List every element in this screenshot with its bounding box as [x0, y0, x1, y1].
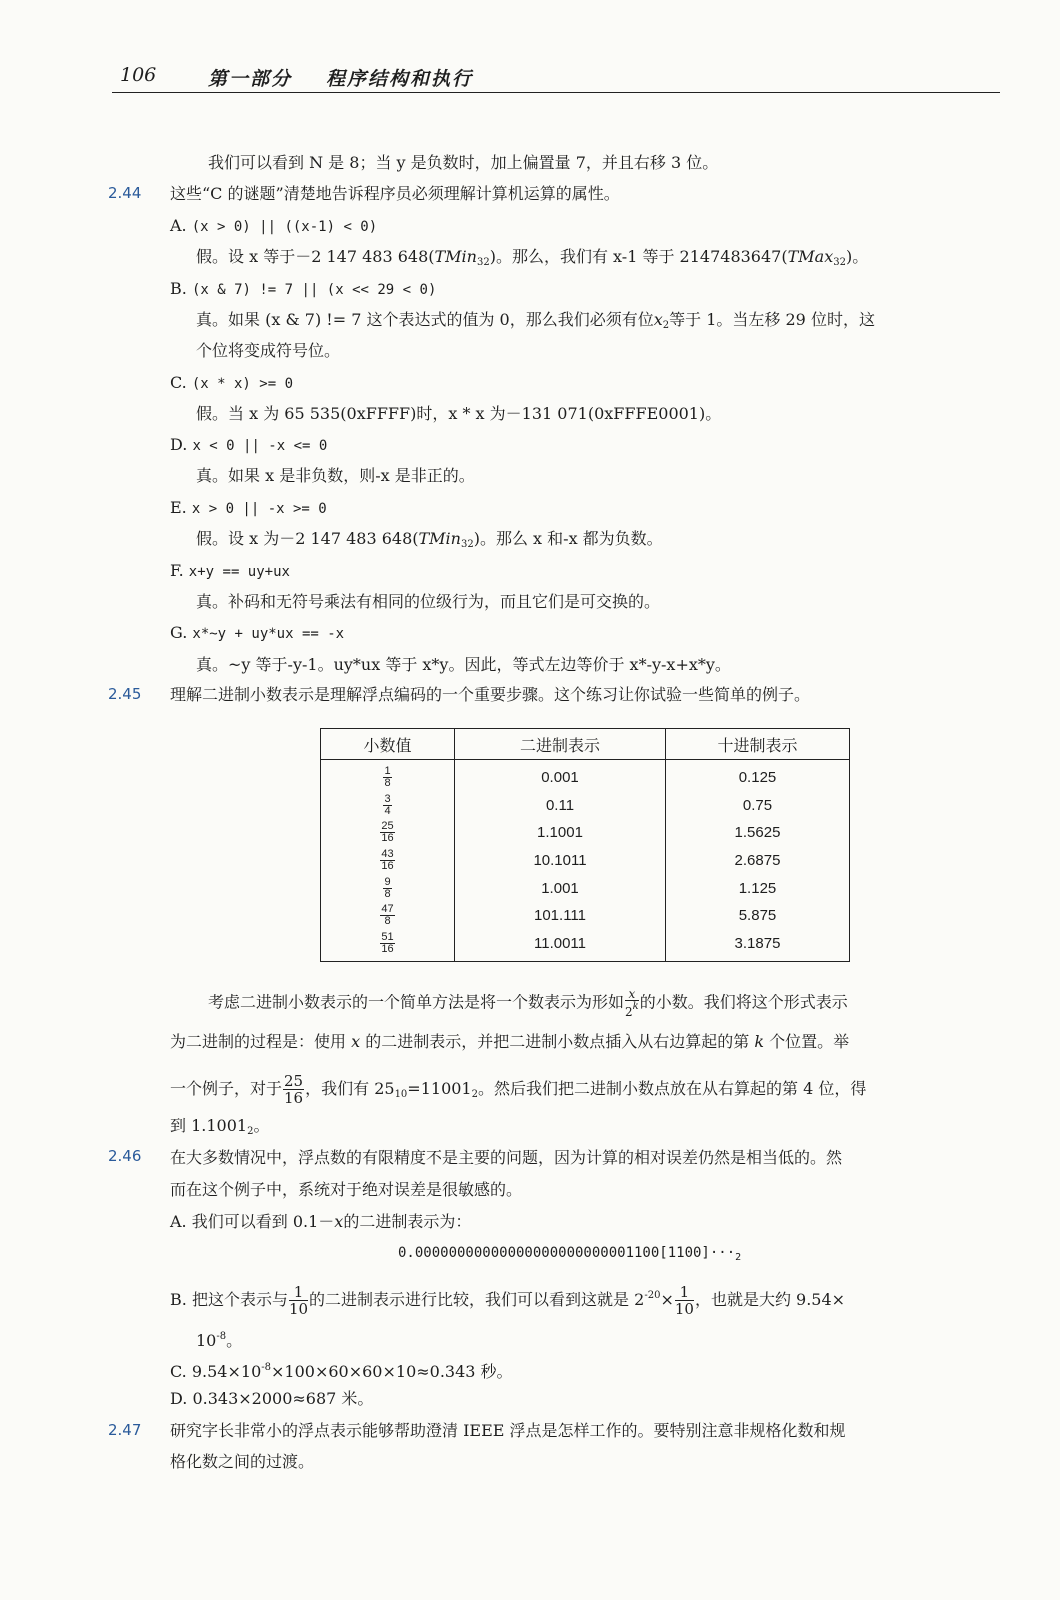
item-2-46-d: D. 0.343×2000≈687 米。 [170, 1389, 374, 1408]
item-b-code: B. (x & 7) != 7 || (x << 29 < 0) [170, 279, 437, 298]
binary-expansion: $0.00000000000000000000000001100[1100]\cdot\cdot\cdot_2$ [398, 1245, 742, 1263]
fraction-cell: $\frac{25}{16}$ [321, 819, 455, 847]
table-row [321, 874, 850, 902]
binary-fraction-table [320, 728, 850, 962]
table-row [321, 847, 850, 875]
binary-cell: 10.1011 [455, 847, 666, 875]
item-f-code: F. x+y == uy+ux [170, 561, 290, 580]
item-e-code: E. x > 0 || -x >= 0 [170, 498, 327, 517]
problem-2-47-line2: 格化数之间的过渡。 [170, 1452, 315, 1471]
fraction-cell: $\frac{43}{16}$ [321, 847, 455, 875]
para-2-45-line4: 到 $1.1001_2$。 [170, 1116, 270, 1137]
table-row [321, 819, 850, 847]
binary-cell: 11.0011 [455, 930, 666, 962]
part-title: 第一部分 [208, 68, 293, 90]
decimal-cell: 1.5625 [666, 819, 850, 847]
page-header [112, 62, 1000, 93]
item-d-code: D. x < 0 || -x <= 0 [170, 435, 328, 454]
problem-2-46-intro-line2: 而在这个例子中，系统对于绝对误差是很敏感的。 [170, 1180, 523, 1199]
decimal-cell: 1.125 [666, 874, 850, 902]
binary-cell: 0.11 [455, 792, 666, 820]
fraction-cell: $\frac{3}{4}$ [321, 792, 455, 820]
item-a-answer: 假。设 x 等于－2 147 483 648(TMin$_{32}$)。那么，我们有 x-1 等于 2147483647(TMax$_{32}$)。 [196, 247, 869, 268]
decimal-cell: 2.6875 [666, 847, 850, 875]
decimal-cell: 5.875 [666, 902, 850, 930]
decimal-cell: 0.125 [666, 760, 850, 792]
book-title: 程序结构和执行 [326, 68, 474, 90]
table-row [321, 760, 850, 792]
fraction-cell: $\frac{51}{16}$ [321, 930, 455, 962]
binary-cell: 1.001 [455, 874, 666, 902]
item-c-answer: 假。当 x 为 65 535(0xFFFF)时，x * x 为－131 071(0xFFFE0001)。 [196, 404, 722, 423]
table-row [321, 792, 850, 820]
table-row [321, 902, 850, 930]
decimal-cell: 0.75 [666, 792, 850, 820]
item-f-answer: 真。补码和无符号乘法有相同的位级行为，而且它们是可交换的。 [196, 592, 661, 611]
item-a-code: A. (x > 0) || ((x-1) < 0) [170, 216, 378, 235]
page-number: 106 [120, 64, 157, 86]
para-2-45-line1: 考虑二进制小数表示的一个简单方法是将一个数表示为形如 $\frac{x}{2^k}$ 的小数。我们将这个形式表示 [208, 987, 848, 1019]
column-header: 二进制表示 [455, 729, 666, 760]
item-b-answer-line2: 个位将变成符号位。 [196, 341, 341, 360]
item-g-code: G. x*~y + uy*ux == -x [170, 623, 345, 642]
problem-number-2-47: 2.47 [108, 1421, 142, 1439]
decimal-cell: 3.1875 [666, 930, 850, 962]
binary-cell: 101.111 [455, 902, 666, 930]
binary-cell: 0.001 [455, 760, 666, 792]
item-g-answer: 真。~y 等于-y-1。uy*ux 等于 x*y。因此，等式左边等价于 x*-y-x+x*y。 [196, 655, 731, 674]
table-row [321, 930, 850, 962]
para-2-45-line2: 为二进制的过程是：使用 x 的二进制表示，并把二进制小数点插入从右边算起的第 k 个位置。举 [170, 1032, 850, 1051]
fraction-cell: $\frac{9}{8}$ [321, 874, 455, 902]
column-header: 十进制表示 [666, 729, 850, 760]
problem-number-2-46: 2.46 [108, 1147, 142, 1165]
column-header: 小数值 [321, 729, 455, 760]
binary-cell: 1.1001 [455, 819, 666, 847]
table-header-row [321, 729, 850, 760]
item-2-46-b: B. 把这个表示与 $\frac{1}{10}$ 的二进制表示进行比较，我们可以看到这就是 $2^{-20}\times$ $\frac{1}{10}$ ，也就是大约 9.54× [170, 1283, 846, 1318]
item-2-46-b-line2: $10^{-8}$。 [196, 1331, 243, 1350]
problem-2-46-intro-line1: 在大多数情况中，浮点数的有限精度不是主要的问题，因为计算的相对误差仍然是相当低的。然 [170, 1148, 843, 1167]
item-2-46-a: A. 我们可以看到 0.1－x的二进制表示为： [170, 1212, 472, 1231]
fraction-cell: $\frac{47}{8}$ [321, 902, 455, 930]
problem-number-2-44: 2.44 [108, 184, 142, 202]
item-c-code: C. (x * x) >= 0 [170, 373, 294, 392]
problem-number-2-45: 2.45 [108, 685, 142, 703]
problem-2-44-intro: 这些“C 的谜题”清楚地告诉程序员必须理解计算机运算的属性。 [170, 184, 620, 203]
para-2-45-line3: 一个例子，对于 $\frac{25}{16}$ ，我们有 $25_{10}=11001_2$。然后我们把二进制小数点放在从右算起的第 4 位，得 [170, 1072, 867, 1107]
item-e-answer: 假。设 x 为－2 147 483 648(TMin$_{32}$)。那么 x 和-x 都为负数。 [196, 529, 663, 550]
problem-2-45-intro: 理解二进制小数表示是理解浮点编码的一个重要步骤。这个练习让你试验一些简单的例子。 [170, 685, 811, 704]
item-b-answer: 真。如果 (x & 7) != 7 这个表达式的值为 0，那么我们必须有位$x_2$等于 1。当左移 29 位时，这 [196, 310, 875, 331]
item-d-answer: 真。如果 x 是非负数，则-x 是非正的。 [196, 466, 475, 485]
fraction-cell: $\frac{1}{8}$ [321, 760, 455, 792]
item-2-46-c: C. $9.54\times 10^{-8}\times 100\times 60\times 60\times 10\approx 0.343$ 秒。 [170, 1362, 513, 1381]
intro-line: 我们可以看到 N 是 8；当 y 是负数时，加上偏置量 7，并且右移 3 位。 [208, 153, 719, 172]
problem-2-47-line1: 研究字长非常小的浮点表示能够帮助澄清 IEEE 浮点是怎样工作的。要特别注意非规格化数和规 [170, 1421, 846, 1440]
